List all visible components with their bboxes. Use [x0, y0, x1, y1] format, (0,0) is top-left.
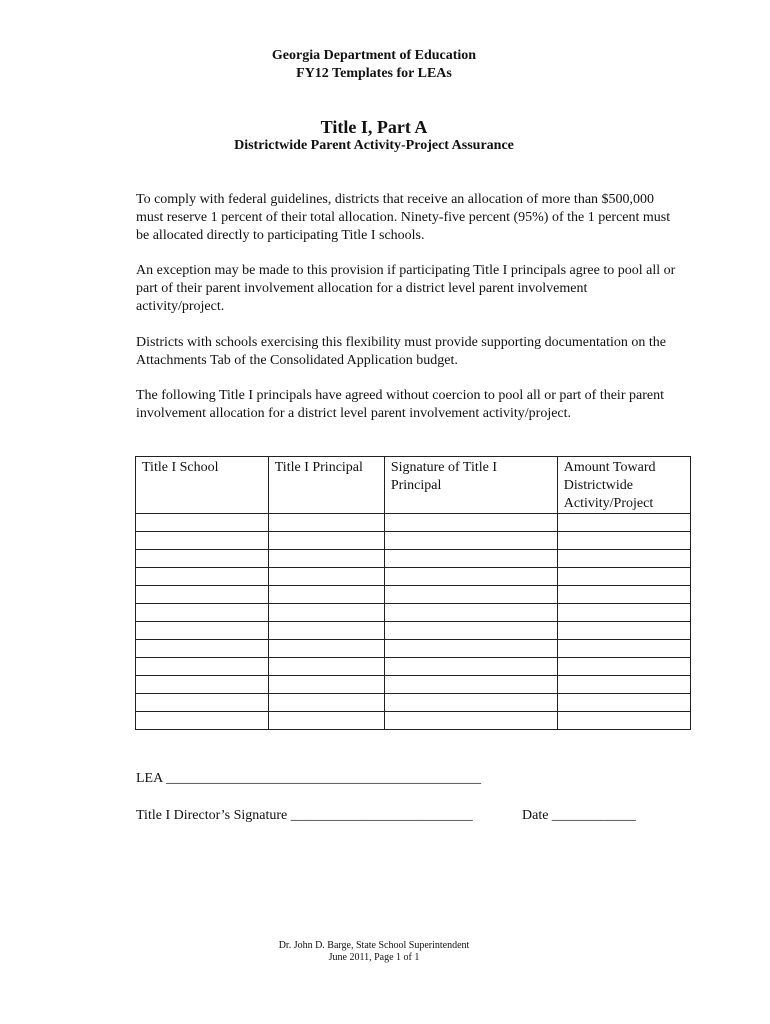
table-row — [136, 514, 691, 532]
table-row — [136, 712, 691, 730]
lea-signature-line[interactable]: LEA _____________________________________________ — [136, 771, 481, 786]
table-header-row — [136, 457, 691, 514]
table-cell-signature[interactable] — [384, 514, 557, 532]
table-row — [136, 586, 691, 604]
table-cell-signature[interactable] — [384, 640, 557, 658]
table-cell-amount[interactable] — [557, 568, 690, 586]
table-cell-school[interactable] — [136, 568, 269, 586]
table-cell-principal[interactable] — [268, 658, 384, 676]
table-cell-amount[interactable] — [557, 622, 690, 640]
table-cell-signature[interactable] — [384, 622, 557, 640]
paragraph-guidelines: To comply with federal guidelines, districts that receive an allocation of more than $500,000 must reserve 1 percent of their total allocation. Ninety-five percent (95%) of the 1 percent must be allocated directly to participating Title I schools. — [136, 192, 671, 243]
column-header-signature: Signature of Title I Principal — [384, 457, 557, 514]
table-row — [136, 694, 691, 712]
footer-page-info: June 2011, Page 1 of 1 — [328, 952, 420, 963]
table-cell-amount[interactable] — [557, 604, 690, 622]
table-row — [136, 676, 691, 694]
column-header-school: Title I School — [136, 457, 269, 514]
header-agency: Georgia Department of Education — [271, 48, 477, 63]
table-cell-principal[interactable] — [268, 622, 384, 640]
header-template-label: FY12 Templates for LEAs — [296, 66, 452, 81]
table-row — [136, 568, 691, 586]
table-cell-signature[interactable] — [384, 676, 557, 694]
table-cell-school[interactable] — [136, 694, 269, 712]
table-cell-signature[interactable] — [384, 532, 557, 550]
page-subtitle: Districtwide Parent Activity-Project Assurance — [234, 138, 514, 153]
table-row — [136, 640, 691, 658]
table-cell-school[interactable] — [136, 712, 269, 730]
table-cell-signature[interactable] — [384, 658, 557, 676]
table-cell-signature[interactable] — [384, 586, 557, 604]
column-header-amount: Amount Toward Districtwide Activity/Project — [557, 457, 690, 514]
table-cell-amount[interactable] — [557, 532, 690, 550]
table-cell-amount[interactable] — [557, 550, 690, 568]
table-cell-principal[interactable] — [268, 676, 384, 694]
footer-superintendent: Dr. John D. Barge, State School Superintendent — [278, 940, 470, 951]
table-cell-amount[interactable] — [557, 514, 690, 532]
table-cell-signature[interactable] — [384, 694, 557, 712]
paragraph-agreement: The following Title I principals have agreed without coercion to pool all or part of their parent involvement allocation for a district level parent involvement activity/project. — [136, 388, 664, 421]
table-cell-signature[interactable] — [384, 712, 557, 730]
page-title: Title I, Part A — [320, 117, 428, 137]
table-cell-school[interactable] — [136, 676, 269, 694]
table-cell-principal[interactable] — [268, 694, 384, 712]
table-cell-school[interactable] — [136, 514, 269, 532]
table-cell-principal[interactable] — [268, 712, 384, 730]
principal-assurance-table — [135, 456, 691, 730]
table-body — [136, 514, 691, 730]
director-signature-line[interactable]: Title I Director’s Signature __________________________ — [136, 808, 473, 823]
table-cell-signature[interactable] — [384, 550, 557, 568]
table-cell-signature[interactable] — [384, 604, 557, 622]
table-cell-amount[interactable] — [557, 712, 690, 730]
table-cell-principal[interactable] — [268, 568, 384, 586]
table-row — [136, 550, 691, 568]
table-row — [136, 604, 691, 622]
table-cell-principal[interactable] — [268, 586, 384, 604]
date-line[interactable]: Date ____________ — [522, 808, 636, 823]
table-cell-amount[interactable] — [557, 676, 690, 694]
document-header — [0, 47, 748, 83]
table-cell-amount[interactable] — [557, 586, 690, 604]
table-cell-amount[interactable] — [557, 640, 690, 658]
table-cell-principal[interactable] — [268, 514, 384, 532]
table-cell-principal[interactable] — [268, 640, 384, 658]
table-cell-amount[interactable] — [557, 658, 690, 676]
table-cell-school[interactable] — [136, 658, 269, 676]
table-cell-school[interactable] — [136, 604, 269, 622]
table-cell-principal[interactable] — [268, 550, 384, 568]
table-row — [136, 658, 691, 676]
paragraph-documentation: Districts with schools exercising this flexibility must provide supporting documentation on the Attachments Tab of the Consolidated Application budget. — [136, 335, 666, 368]
table-cell-school[interactable] — [136, 640, 269, 658]
table-cell-principal[interactable] — [268, 532, 384, 550]
column-header-principal: Title I Principal — [268, 457, 384, 514]
table-cell-school[interactable] — [136, 586, 269, 604]
paragraph-exception: An exception may be made to this provision if participating Title I principals agree to pool all or part of their parent involvement allocation for a district level parent involvement activity/project. — [136, 263, 676, 314]
table-cell-principal[interactable] — [268, 604, 384, 622]
table-row — [136, 532, 691, 550]
table-cell-signature[interactable] — [384, 568, 557, 586]
table-cell-school[interactable] — [136, 532, 269, 550]
table-row — [136, 622, 691, 640]
table-cell-school[interactable] — [136, 550, 269, 568]
table-cell-school[interactable] — [136, 622, 269, 640]
table-cell-amount[interactable] — [557, 694, 690, 712]
